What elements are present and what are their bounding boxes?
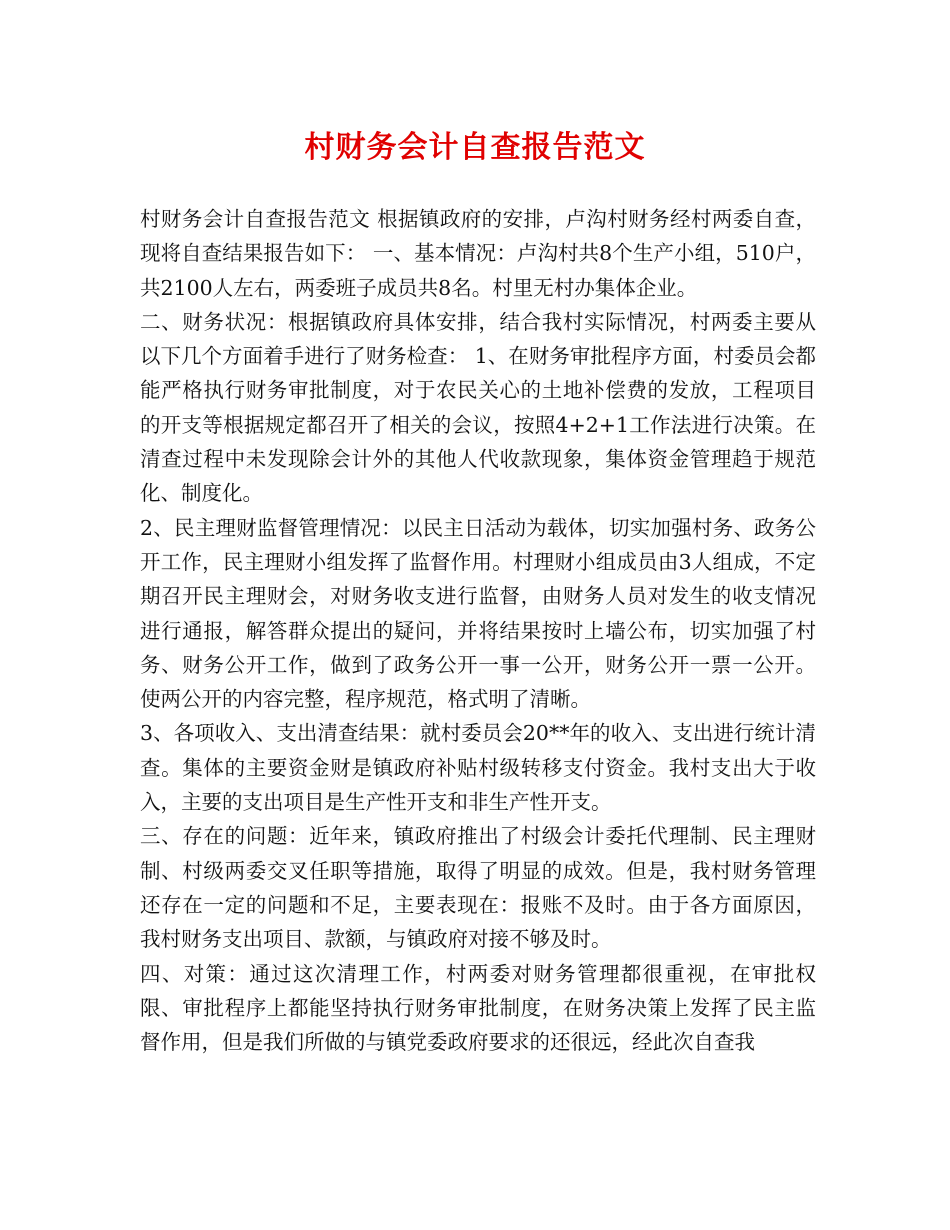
document-title: 村财务会计自查报告范文 xyxy=(304,130,646,165)
paragraph-financial-status: 二、财务状况：根据镇政府具体安排，结合我村实际情况，村两委主要从以下几个方面着手进行了财务检查： 1、在财务审批程序方面，村委员会都能严格执行财务审批制度，对于农民关心的土地补偿费的发放，工程项目的开支等根据规定都召开了相关的会议，按照4+2+1工作法进行决策。在清查过程中未发现除会计外的其他人代收款现象，集体资金管理趋于规范化、制度化。 xyxy=(140,309,816,506)
paragraph-income-expense: 3、各项收入、支出清查结果：就村委员会20**年的收入、支出进行统计清查。集体的主要资金财是镇政府补贴村级转移支付资金。我村支出大于收入，主要的支出项目是生产性开支和非生产性开支。 xyxy=(140,721,816,815)
paragraph-democratic-supervision: 2、民主理财监督管理情况：以民主日活动为载体，切实加强村务、政务公开工作，民主理财小组发挥了监督作用。村理财小组成员由3人组成，不定期召开民主理财会，对财务收支进行监督，由财务人员对发生的收支情况进行通报，解答群众提出的疑问，并将结果按时上墙公布，切实加强了村务、财务公开工作，做到了政务公开一事一公开，财务公开一票一公开。使两公开的内容完整，程序规范，格式明了清晰。 xyxy=(140,515,816,712)
paragraph-intro: 村财务会计自查报告范文 根据镇政府的安排，卢沟村财务经村两委自查，现将自查结果报告如下： 一、基本情况：卢沟村共8个生产小组，510户，共2100人左右，两委班子成员共8名。村里无村办集体企业。 xyxy=(140,207,816,300)
document-body xyxy=(140,202,816,1059)
paragraph-problems: 三、存在的问题：近年来，镇政府推出了村级会计委托代理制、民主理财制、村级两委交叉任职等措施，取得了明显的成效。但是，我村财务管理还存在一定的问题和不足，主要表现在：报账不及时。由于各方面原因，我村财务支出项目、款额，与镇政府对接不够及时。 xyxy=(140,824,816,952)
paragraph-countermeasures: 四、对策：通过这次清理工作，村两委对财务管理都很重视，在审批权限、审批程序上都能坚持执行财务审批制度，在财务决策上发挥了民主监督作用，但是我们所做的与镇党委政府要求的还很远，经此次自查我 xyxy=(140,961,816,1055)
